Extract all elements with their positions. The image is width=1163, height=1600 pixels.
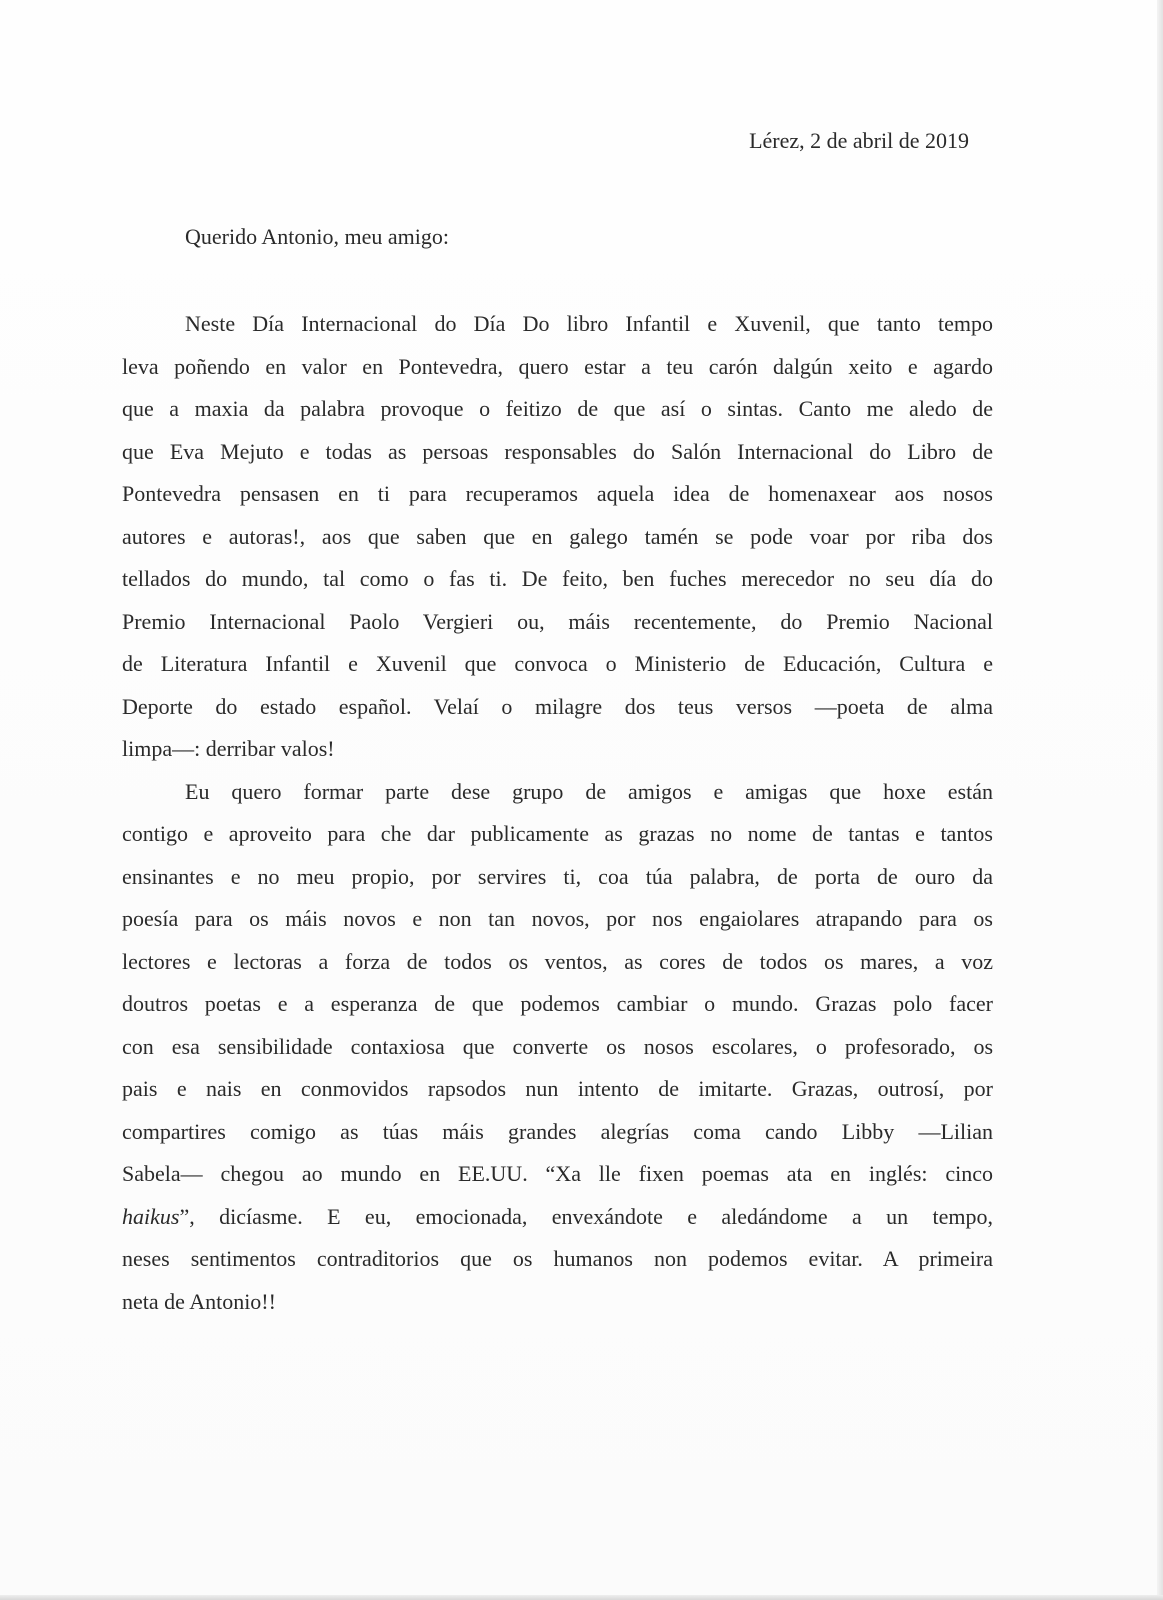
text-line: que a maxia da palabra provoque o feitizo de que así o sintas. Canto me aledo de [122,396,993,421]
text-line: pais e nais en conmovidos rapsodos nun intento de imitarte. Grazas, outrosí, por [122,1076,993,1101]
text-line: ensinantes e no meu propio, por servires ti, coa túa palabra, de porta de ouro da [122,863,993,889]
text-line: Neste Día Internacional do Día Do libro Infantil e Xuvenil, que tanto tempo [185,311,993,336]
scan-edge [0,1595,1163,1600]
text-line [122,1204,993,1247]
text-line: con esa sensibilidade contaxiosa que converte os nosos escolares, o profesorado, os [122,1033,993,1059]
italic-word: haikus [122,1203,180,1229]
text-line: lectores e lectoras a forza de todos os ventos, as cores de todos os mares, a voz [122,948,993,974]
scan-edge [1157,0,1163,1600]
paragraph [122,311,993,779]
text-run: ”, dicíasme. E eu, emocionada, envexándote e aledándome a un tempo, [179,1203,993,1229]
text-line: contigo e aproveito para che dar publicamente as grazas no nome de tantas e tantos [122,821,993,846]
text-line: Premio Internacional Paolo Vergieri ou, máis recentemente, do Premio Nacional [122,608,993,634]
text-line: Pontevedra pensasen en ti para recuperamos aquela idea de homenaxear aos nosos [122,481,993,506]
text-line: poesía para os máis novos e non tan novos, por nos engaiolares atrapando para os [122,906,993,931]
text-line: autores e autoras!, aos que saben que en galego tamén se pode voar por riba dos [122,523,993,549]
text-line: compartires comigo as túas máis grandes alegrías coma cando Libby —Lilian [122,1118,993,1144]
text-line: de Literatura Infantil e Xuvenil que convoca o Ministerio de Educación, Cultura e [122,651,993,676]
text-line: tellados do mundo, tal como o fas ti. De feito, ben fuches merecedor no seu día do [122,566,993,591]
text-line: doutros poetas e a esperanza de que podemos cambiar o mundo. Grazas polo facer [122,991,993,1016]
letter-date: Lérez, 2 de abril de 2019 [749,128,969,153]
letter-body [122,311,993,1331]
text-line: que Eva Mejuto e todas as persoas responsables do Salón Internacional do Libro de [122,438,993,464]
text-line: neses sentimentos contraditorios que os humanos non podemos evitar. A primeira [122,1246,993,1271]
letter-salutation: Querido Antonio, meu amigo: [185,224,449,249]
paragraph [122,779,993,1332]
text-line: Eu quero formar parte dese grupo de amigos e amigas que hoxe están [185,778,993,804]
text-line: leva poñendo en valor en Pontevedra, quero estar a teu carón dalgún xeito e agardo [122,353,993,379]
text-line: neta de Antonio!! [122,1288,276,1314]
text-line: limpa—: derribar valos! [122,736,335,761]
text-line: Sabela— chegou ao mundo en EE.UU. “Xa lle fixen poemas ata en inglés: cinco [122,1161,993,1186]
text-line: Deporte do estado español. Velaí o milagre dos teus versos —poeta de alma [122,693,993,719]
